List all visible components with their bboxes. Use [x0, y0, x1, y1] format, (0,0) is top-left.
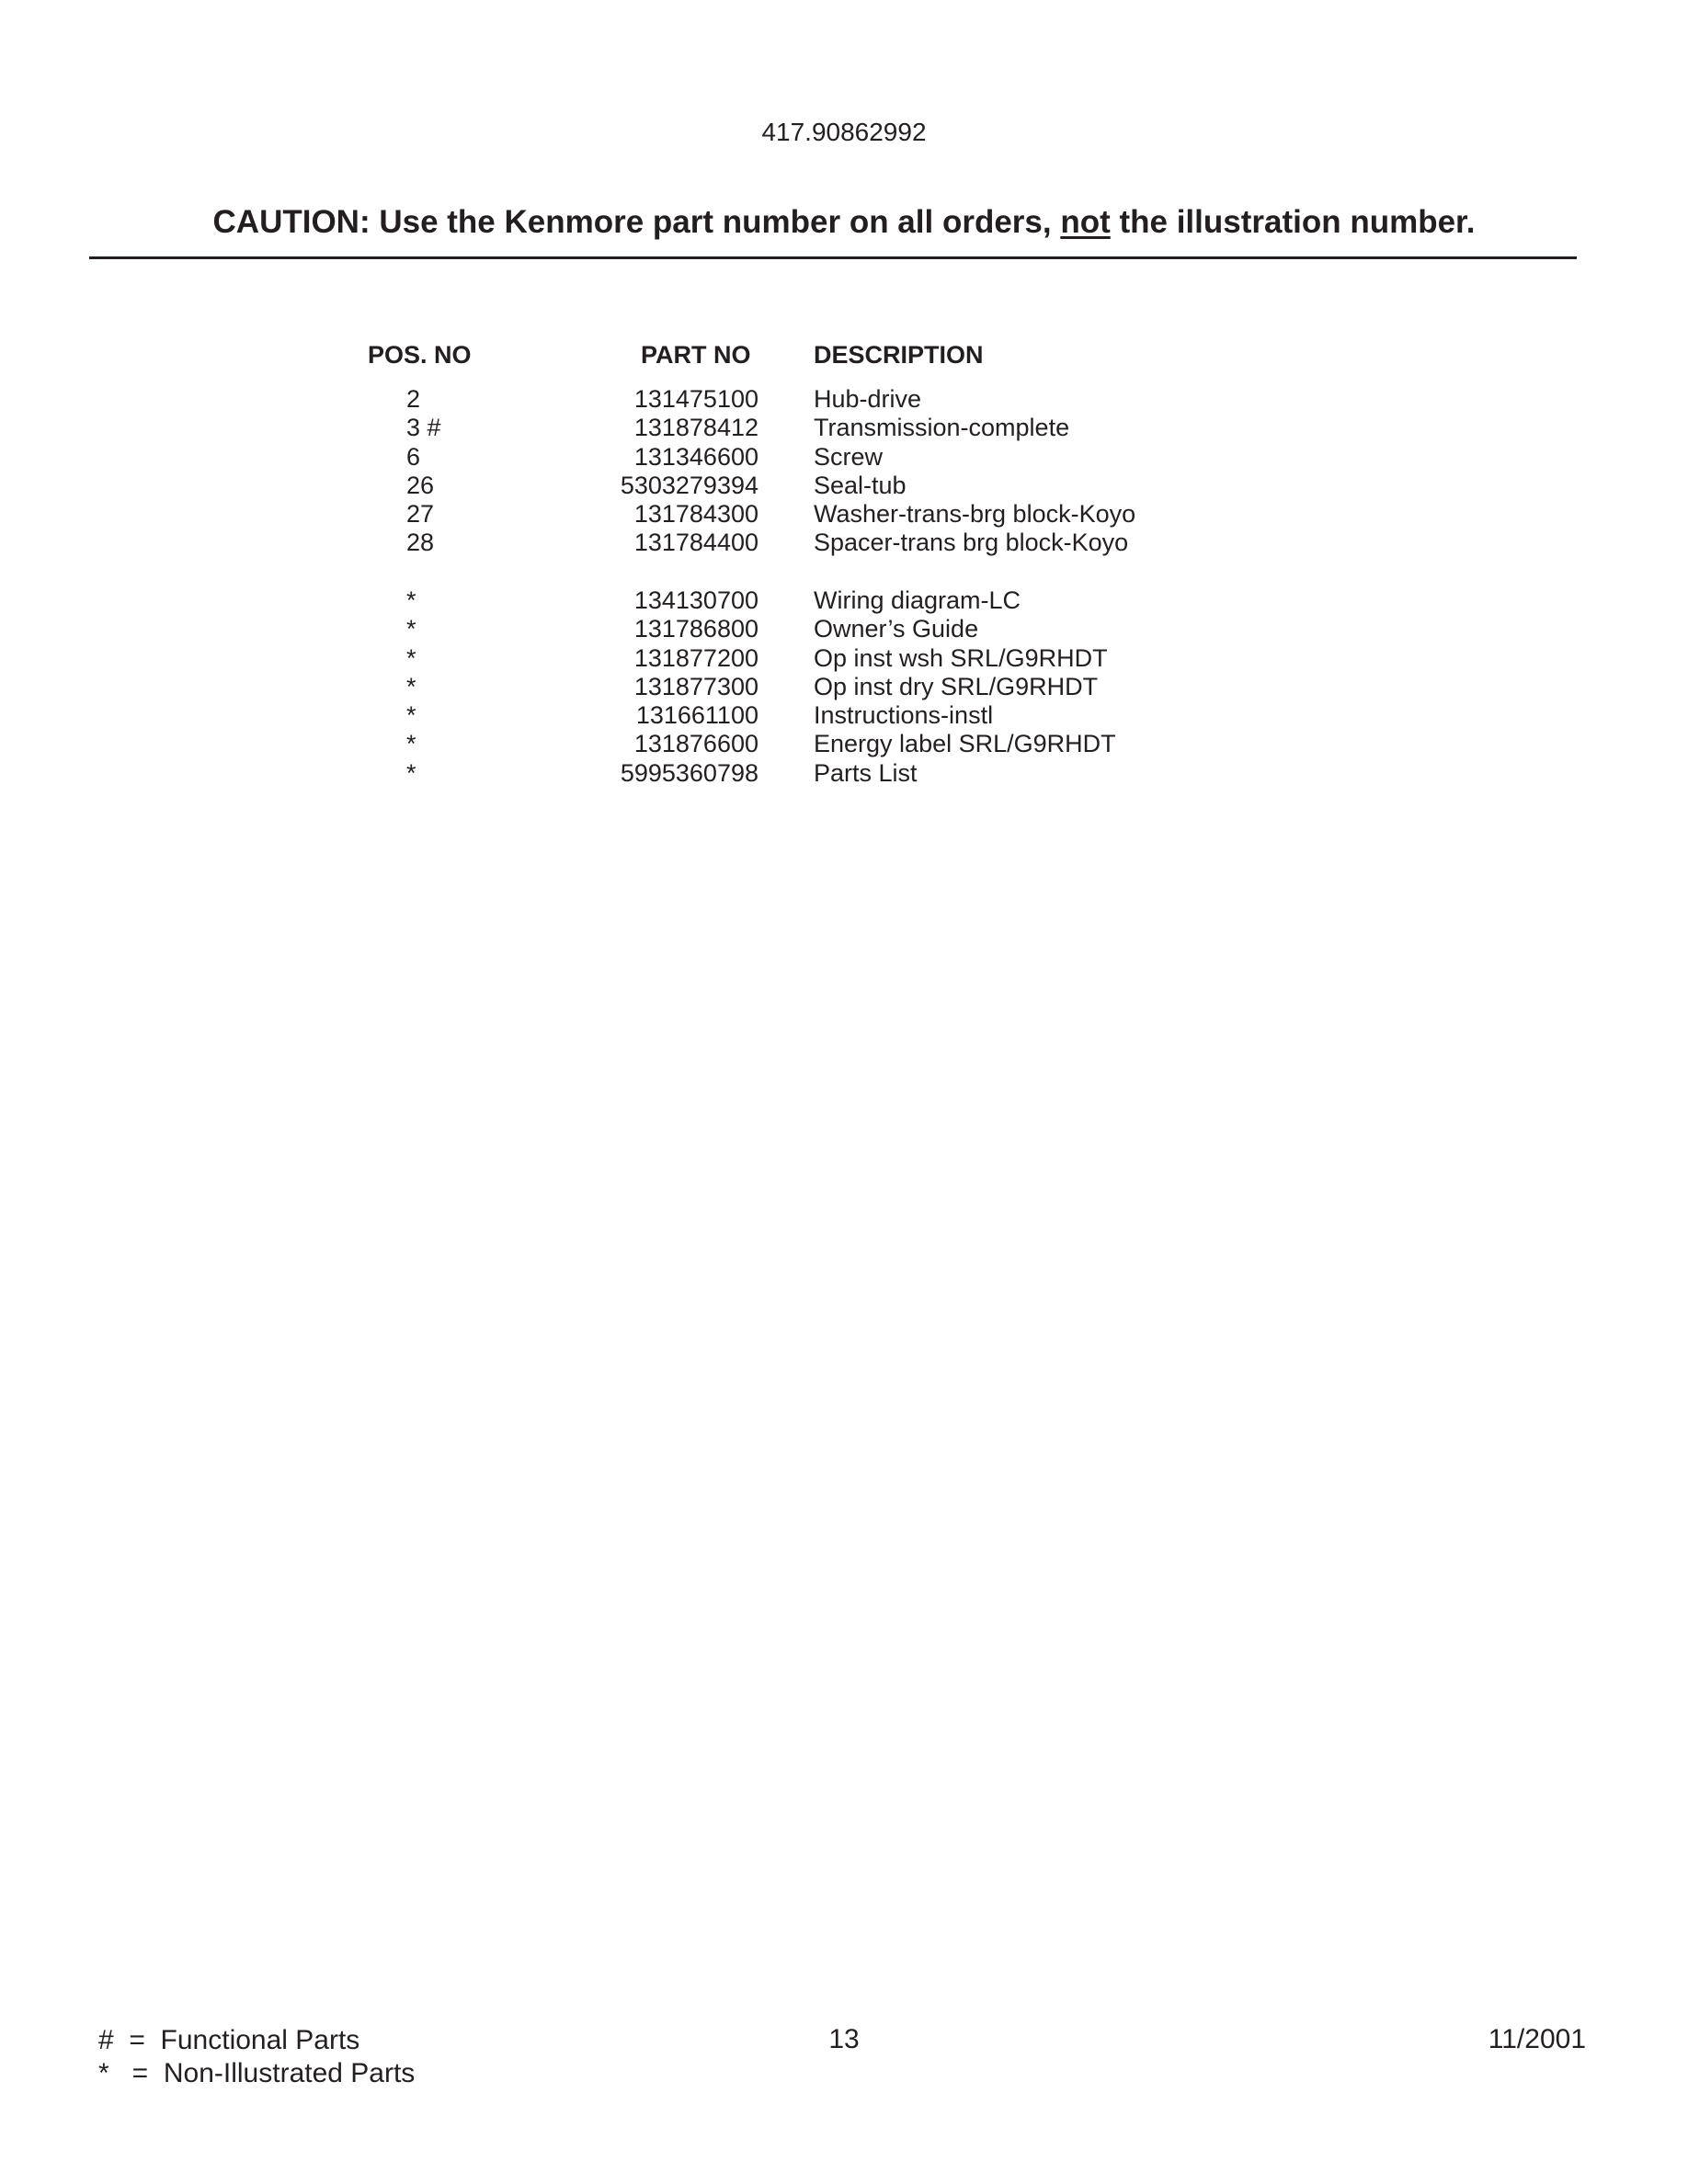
description-cell: Instructions-instl	[814, 701, 994, 730]
illustrated-parts-list	[0, 385, 1688, 558]
part-no-cell: 131784400	[633, 529, 758, 557]
legend-non-illustrated-parts: * = Non-Illustrated Parts	[98, 2058, 416, 2088]
description-cell: Seal-tub	[814, 471, 907, 499]
parts-row	[0, 500, 1688, 529]
pos-no-cell: 2	[406, 385, 421, 413]
part-no-cell: 131878412	[633, 414, 758, 442]
part-no-cell: 5303279394	[620, 471, 758, 499]
pos-no-cell: *	[406, 730, 416, 758]
caution-emphasis: not	[1060, 204, 1111, 240]
parts-row	[0, 615, 1688, 643]
pos-no-cell: 28	[406, 529, 435, 557]
caution-notice	[0, 204, 1688, 241]
legend-functional-parts: # = Functional Parts	[98, 2025, 360, 2055]
description-cell: Owner’s Guide	[814, 615, 979, 643]
description-cell: Spacer-trans brg block-Koyo	[814, 529, 1129, 557]
pos-no-cell: *	[406, 615, 416, 643]
page-number: 13	[828, 2024, 860, 2054]
parts-row	[0, 586, 1688, 615]
pos-no-cell: *	[406, 701, 416, 730]
parts-row	[0, 472, 1688, 500]
pos-no-cell: 6	[406, 442, 421, 471]
description-cell: Energy label SRL/G9RHDT	[814, 730, 1116, 758]
model-number: 417.90862992	[761, 118, 927, 146]
pos-no-cell: 26	[406, 471, 435, 499]
parts-row	[0, 730, 1688, 758]
pos-no-cell: 27	[406, 500, 435, 529]
part-no-cell: 131661100	[635, 701, 758, 730]
column-header-description: DESCRIPTION	[814, 341, 984, 369]
parts-row	[0, 673, 1688, 701]
description-cell: Transmission-complete	[814, 414, 1070, 442]
description-cell: Washer-trans-brg block-Koyo	[814, 500, 1136, 529]
description-cell: Screw	[814, 442, 884, 471]
part-no-cell: 131475100	[633, 385, 758, 413]
parts-row	[0, 414, 1688, 442]
part-no-cell: 131784300	[633, 500, 758, 529]
description-cell: Op inst dry SRL/G9RHDT	[814, 672, 1099, 700]
part-no-cell: 131786800	[633, 615, 758, 643]
column-header-part-no: PART NO	[641, 341, 751, 369]
pos-no-cell: *	[406, 586, 416, 614]
part-no-cell: 131346600	[633, 442, 758, 471]
description-cell: Op inst wsh SRL/G9RHDT	[814, 643, 1108, 672]
parts-row	[0, 443, 1688, 472]
pos-no-cell: *	[406, 643, 416, 672]
description-cell: Parts List	[814, 758, 918, 787]
parts-row	[0, 644, 1688, 673]
part-no-cell: 131877300	[633, 672, 758, 700]
part-no-cell: 131876600	[633, 730, 758, 758]
description-cell: Hub-drive	[814, 385, 922, 413]
pos-no-cell: *	[406, 758, 416, 787]
pos-no-cell: *	[406, 672, 416, 700]
parts-row	[0, 529, 1688, 557]
non-illustrated-parts-list	[0, 586, 1688, 788]
caution-prefix: CAUTION: Use the Kenmore part number on all orders,	[212, 204, 1061, 240]
part-no-cell: 134130700	[633, 586, 758, 614]
parts-row	[0, 759, 1688, 788]
header-divider	[89, 256, 1577, 259]
column-header-pos-no: POS. NO	[368, 341, 472, 369]
parts-row	[0, 701, 1688, 730]
part-no-cell: 131877200	[633, 643, 758, 672]
caution-suffix: the illustration number.	[1110, 204, 1476, 240]
pos-no-cell: 3 #	[406, 414, 441, 442]
parts-row	[0, 385, 1688, 414]
revision-date: 11/2001	[1488, 2024, 1586, 2054]
description-cell: Wiring diagram-LC	[814, 586, 1021, 614]
part-no-cell: 5995360798	[620, 758, 758, 787]
